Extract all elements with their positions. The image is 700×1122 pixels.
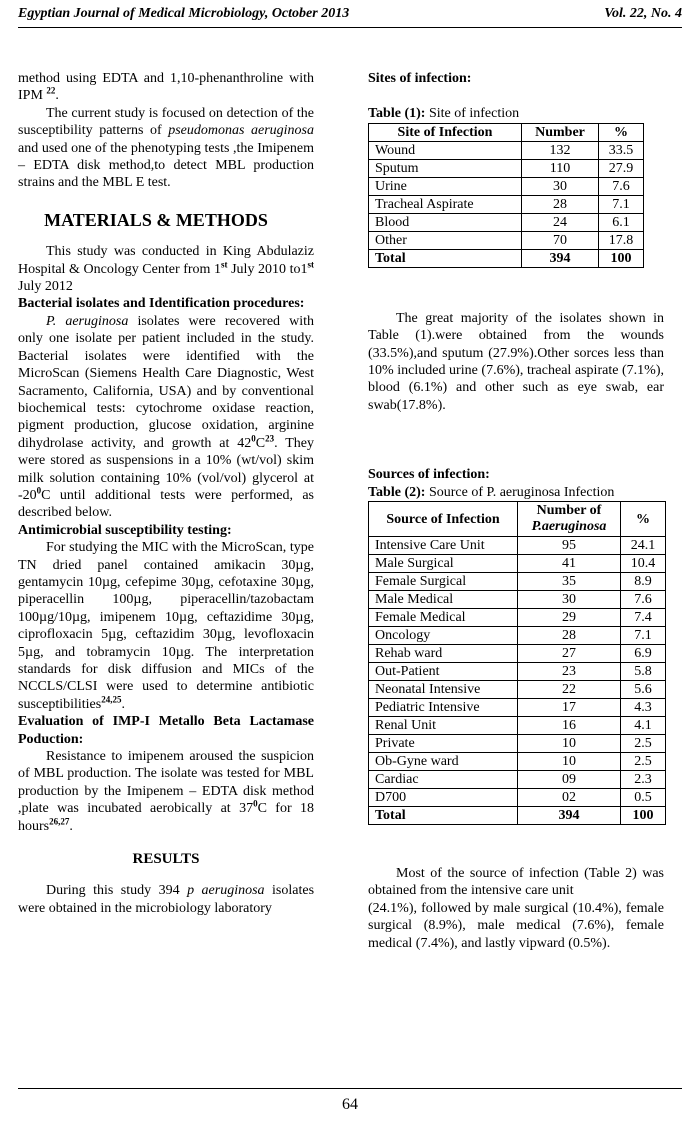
paragraph-mic: For studying the MIC with the MicroScan, type TN dried panel contained amikacin 30µg, gentamycin 10µg, cefepime 30µg, cefotaxine 30µg, piperacellin 100µg, piperacellin/tazobactam 100µg/10µg, imipenem 10µg, ceftazidime 30µg, ciprofloxacin 5µg, ceftazidim 30µg, levofloxacin 5µg, and tobramycin 10µg. The interpretation standards for disk diffusion and MICs of the NCCLS/CLSI were used to determine antibiotic susceptibilities$^{24,25}$.	[18, 540, 314, 712]
table-cell: 7.1	[599, 195, 644, 213]
left-column	[18, 70, 314, 917]
table-cell: 10	[518, 753, 621, 771]
table-cell: Female Surgical	[369, 573, 518, 591]
table-cell: 27	[518, 645, 621, 663]
table-cell: 17.8	[599, 231, 644, 249]
table-cell: 30	[518, 591, 621, 609]
table-cell: 2.3	[621, 771, 666, 789]
table-header-cell: %	[621, 502, 666, 537]
table-header-row	[369, 502, 666, 537]
table-cell: Female Medical	[369, 609, 518, 627]
table-row	[369, 573, 666, 591]
table-cell: 2.5	[621, 753, 666, 771]
table-cell: 394	[522, 249, 599, 267]
journal-title: Egyptian Journal of Medical Microbiology, October 2013	[18, 6, 350, 21]
table-cell: 35	[518, 573, 621, 591]
table-cell: 23	[518, 663, 621, 681]
table-row	[369, 771, 666, 789]
table-cell: 10.4	[621, 555, 666, 573]
table-cell: D700	[369, 789, 518, 807]
table-cell: 27.9	[599, 159, 644, 177]
table1-caption: Table (1): Site of infection	[368, 106, 520, 122]
table-row	[369, 141, 644, 159]
table-cell: 4.3	[621, 699, 666, 717]
section-heading-results: RESULTS	[132, 851, 200, 868]
paragraph-sources-b: (24.1%), followed by male surgical (10.4%), female surgical (8.9%), male medical (7.6%), female medical (7.4%), and lastly vipward (0.5%).	[368, 900, 664, 951]
table-cell: 22	[518, 681, 621, 699]
table-cell: Other	[369, 231, 522, 249]
table-cell: Wound	[369, 141, 522, 159]
table-cell: Cardiac	[369, 771, 518, 789]
table-cell: 41	[518, 555, 621, 573]
table-cell: 95	[518, 537, 621, 555]
table-total-row	[369, 807, 666, 825]
table-row	[369, 663, 666, 681]
table-row	[369, 231, 644, 249]
table-cell: 02	[518, 789, 621, 807]
table-cell: 70	[522, 231, 599, 249]
subheading-evaluation: Evaluation of IMP-I Metallo Beta Lactamase Poduction:	[18, 714, 314, 747]
table-cell: 5.6	[621, 681, 666, 699]
table-cell: 24.1	[621, 537, 666, 555]
table-cell: 2.5	[621, 735, 666, 753]
table-cell: Male Surgical	[369, 555, 518, 573]
table-row	[369, 753, 666, 771]
table-cell: Oncology	[369, 627, 518, 645]
table-header-cell: Source of Infection	[369, 502, 518, 537]
table-row	[369, 159, 644, 177]
table-cell: Private	[369, 735, 518, 753]
table2-caption: Table (2): Source of P. aeruginosa Infection	[368, 484, 615, 500]
subheading-sources: Sources of infection:	[368, 467, 490, 483]
table-cell: 29	[518, 609, 621, 627]
table-row	[369, 537, 666, 555]
footer-rule	[18, 1088, 682, 1089]
table-cell: 6.1	[599, 213, 644, 231]
paragraph-sources-a: Most of the source of infection (Table 2) was obtained from the intensive care unit	[368, 866, 664, 899]
paragraph-study-period: This study was conducted in King Abdulaziz Hospital & Oncology Center from 1st July 2010 to1st July 2012	[18, 244, 315, 295]
running-header	[18, 6, 682, 26]
table-cell: 7.6	[599, 177, 644, 195]
table-cell: 7.1	[621, 627, 666, 645]
table-cell: 132	[522, 141, 599, 159]
paragraph-study-focus: The current study is focused on detection of the susceptibility patterns of pseudomonas aeruginosa and used one of the phenotyping tests ,the Imipenem – EDTA disk method,to detect MBL production strains and the MBL E test.	[18, 105, 314, 191]
table-cell: 6.9	[621, 645, 666, 663]
table-cell: 10	[518, 735, 621, 753]
table-cell: 7.4	[621, 609, 666, 627]
table-cell: Out-Patient	[369, 663, 518, 681]
paragraph-isolates: P. aeruginosa isolates were recovered with only one isolate per patient included in the study. Bacterial isolates were identified with the MicroScan (Siemens Health Care Diagnostic, West Sacramento, California, USA) and by conventional biochemical tests: cytochrome oxidase reaction, pigment production, glucose oxidation, arginine dihydrolase activity, and growth at $42^0C^{23}$. They were stored as suspensions in a 10% (wt/vol) skim milk solution containing 10% (vol/vol) glycerol at $-20^0C$ until additional tests were performed, as described below.	[18, 313, 315, 521]
table-cell: Urine	[369, 177, 522, 195]
paragraph-results: During this study 394 p aeruginosa isolates were obtained in the microbiology laboratory	[18, 883, 315, 916]
table-header-row	[369, 123, 644, 141]
header-rule	[18, 27, 682, 28]
table-cell: 30	[522, 177, 599, 195]
table-row	[369, 195, 644, 213]
table-row	[369, 735, 666, 753]
paragraph-sites: The great majority of the isolates shown in Table (1).were obtained from the wounds (33.5%),and sputum (27.9%).Other sorces less than 10% included urine (7.6%), tracheal aspirate (7.1%), blood (6.1%) and other such as eye swab, ear swab(17.8%).	[368, 310, 664, 413]
table-cell: Pediatric Intensive	[369, 699, 518, 717]
section-heading-methods: MATERIALS & METHODS	[44, 209, 268, 230]
table-row	[369, 645, 666, 663]
table-cell: 17	[518, 699, 621, 717]
table-row	[369, 555, 666, 573]
table-cell: Blood	[369, 213, 522, 231]
table-cell: Rehab ward	[369, 645, 518, 663]
table-header-cell: Number of P.aeruginosa	[518, 502, 621, 537]
table-row	[369, 177, 644, 195]
table-source-of-infection	[368, 501, 666, 825]
subheading-sites: Sites of infection:	[368, 71, 472, 86]
table-cell: Total	[369, 807, 518, 825]
table-cell: 394	[518, 807, 621, 825]
table-cell: Neonatal Intensive	[369, 681, 518, 699]
table-cell: 09	[518, 771, 621, 789]
table-cell: 16	[518, 717, 621, 735]
table-cell: Renal Unit	[369, 717, 518, 735]
subheading-bacterial-isolates: Bacterial isolates and Identification procedures:	[18, 296, 305, 312]
table-header-cell: %	[599, 123, 644, 141]
table-cell: 0.5	[621, 789, 666, 807]
table-cell: 100	[599, 249, 644, 267]
table-row	[369, 609, 666, 627]
table-cell: 28	[518, 627, 621, 645]
table-total-row	[369, 249, 644, 267]
table-cell: 7.6	[621, 591, 666, 609]
paragraph-mbl-test: Resistance to imipenem aroused the suspicion of MBL production. The isolate was tested for MBL production by the Imipenem – EDTA disk method ,plate was incubated aerobically at $37^0C$ for 18 hours$^{26,27}$.	[18, 749, 314, 834]
table-cell: 5.8	[621, 663, 666, 681]
table-row	[369, 699, 666, 717]
right-column	[368, 70, 664, 952]
table-row	[369, 789, 666, 807]
subheading-antimicrobial: Antimicrobial susceptibility testing:	[18, 522, 232, 538]
table-cell: Tracheal Aspirate	[369, 195, 522, 213]
table-cell: Total	[369, 249, 522, 267]
table-cell: Intensive Care Unit	[369, 537, 518, 555]
paragraph-method: method using EDTA and 1,10-phenanthroline with IPM $^{22}$.	[18, 71, 314, 104]
table-cell: Sputum	[369, 159, 522, 177]
table-cell: 28	[522, 195, 599, 213]
table-cell: 24	[522, 213, 599, 231]
page-number: 64	[342, 1096, 358, 1113]
table-row	[369, 213, 644, 231]
table-cell: 8.9	[621, 573, 666, 591]
table-row	[369, 627, 666, 645]
table-cell: 33.5	[599, 141, 644, 159]
table-row	[369, 591, 666, 609]
table-header-cell: Site of Infection	[369, 123, 522, 141]
table-row	[369, 681, 666, 699]
table-row	[369, 717, 666, 735]
table-cell: Male Medical	[369, 591, 518, 609]
table-cell: 100	[621, 807, 666, 825]
volume-issue: Vol. 22, No. 4	[604, 6, 682, 21]
table-site-of-infection	[368, 123, 644, 268]
table-cell: 4.1	[621, 717, 666, 735]
table-cell: 110	[522, 159, 599, 177]
table-header-cell: Number	[522, 123, 599, 141]
table-cell: Ob-Gyne ward	[369, 753, 518, 771]
